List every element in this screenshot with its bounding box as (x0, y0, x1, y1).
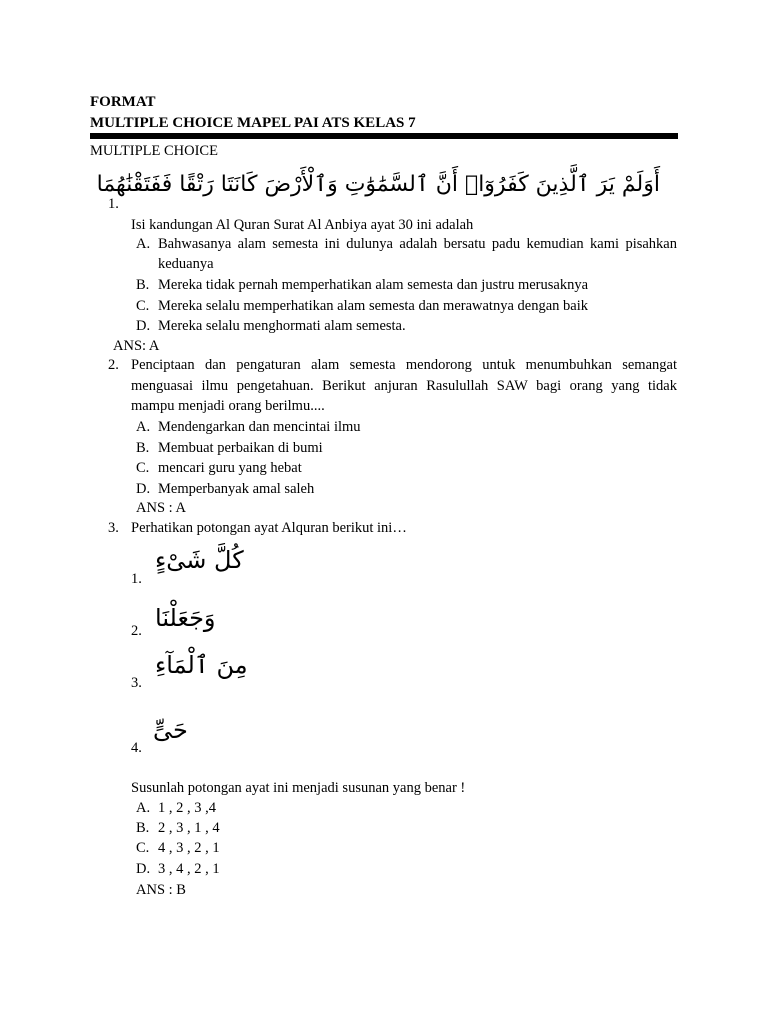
q2-question-line1: Penciptaan dan pengaturan alam semesta mendorong untuk menumbuhkan semangat (131, 357, 677, 373)
q1-option-a-text: Bahwasanya alam semesta ini dulunya adalah bersatu padu kemudian kami pisahkan (158, 236, 677, 252)
q1-option-d-letter: D. (136, 318, 151, 334)
q3-fragment-4-number: 4. (131, 740, 142, 756)
q1-number: 1. (108, 196, 119, 212)
q3-fragment-2-arabic: وَجَعَلْنَا (155, 604, 216, 632)
q1-option-a-text-cont: keduanya (158, 256, 214, 272)
q3-option-a-letter: A. (136, 800, 151, 816)
q2-option-d-text: Memperbanyak amal saleh (158, 481, 315, 497)
q3-fragment-2-number: 2. (131, 623, 142, 639)
q2-question-line3: mampu menjadi orang berilmu.... (131, 398, 325, 414)
q2-option-b-letter: B. (136, 440, 150, 456)
q2-option-c-text: mencari guru yang hebat (158, 460, 302, 476)
q1-answer: ANS: A (113, 338, 160, 354)
q3-fragment-4-arabic: حَىٍّ (153, 716, 188, 744)
q1-option-b-text: Mereka tidak pernah memperhatikan alam semesta dan justru merusaknya (158, 277, 589, 293)
q2-option-b-text: Membuat perbaikan di bumi (158, 440, 323, 456)
q1-option-a-letter: A. (136, 236, 151, 252)
q1-option-c-text: Mereka selalu memperhatikan alam semesta dan merawatnya dengan baik (158, 298, 588, 314)
q3-number: 3. (108, 520, 119, 536)
q3-option-a-text: 1 , 2 , 3 ,4 (158, 800, 216, 816)
q3-option-d-letter: D. (136, 861, 151, 877)
section-subtitle: MULTIPLE CHOICE (90, 143, 218, 159)
q2-option-a-letter: A. (136, 419, 151, 435)
q2-option-c-letter: C. (136, 460, 150, 476)
q2-option-a-text: Mendengarkan dan mencintai ilmu (158, 419, 361, 435)
q1-option-b-letter: B. (136, 277, 150, 293)
q3-option-b-text: 2 , 3 , 1 , 4 (158, 820, 220, 836)
title-divider (90, 133, 678, 139)
q1-option-c-letter: C. (136, 298, 150, 314)
q3-fragment-1-arabic: كُلَّ شَىْءٍ (155, 546, 244, 574)
q2-number: 2. (108, 357, 119, 373)
q3-option-b-letter: B. (136, 820, 150, 836)
q3-option-d-text: 3 , 4 , 2 , 1 (158, 861, 220, 877)
q2-option-d-letter: D. (136, 481, 151, 497)
q3-answer: ANS : B (136, 882, 186, 898)
q1-option-d-text: Mereka selalu menghormati alam semesta. (158, 318, 406, 334)
header-format: FORMAT (90, 94, 156, 110)
q3-fragment-1-number: 1. (131, 571, 142, 587)
q2-answer: ANS : A (136, 500, 186, 516)
document-title: MULTIPLE CHOICE MAPEL PAI ATS KELAS 7 (90, 115, 416, 131)
q3-fragment-3-arabic: مِنَ ٱلْمَآءِ (155, 651, 248, 679)
q3-instruction: Susunlah potongan ayat ini menjadi susunan yang benar ! (131, 780, 466, 796)
q3-question: Perhatikan potongan ayat Alquran berikut ini… (131, 520, 407, 536)
q2-question-line2: menguasai ilmu pengetahuan. Berikut anjuran Rasulullah SAW bagi orang yang tidak (131, 378, 677, 394)
q1-arabic-verse: أَوَلَمْ يَرَ ٱلَّذِينَ كَفَرُوٓا۟ أَنَّ ٱلسَّمَٰوَٰتِ وَٱلْأَرْضَ كَانَتَا رَتْقًا فَفَتَقْنَٰهُمَا (96, 172, 660, 197)
q1-question: Isi kandungan Al Quran Surat Al Anbiya ayat 30 ini adalah (131, 217, 474, 233)
q3-option-c-text: 4 , 3 , 2 , 1 (158, 840, 220, 856)
q3-fragment-3-number: 3. (131, 675, 142, 691)
q3-option-c-letter: C. (136, 840, 150, 856)
